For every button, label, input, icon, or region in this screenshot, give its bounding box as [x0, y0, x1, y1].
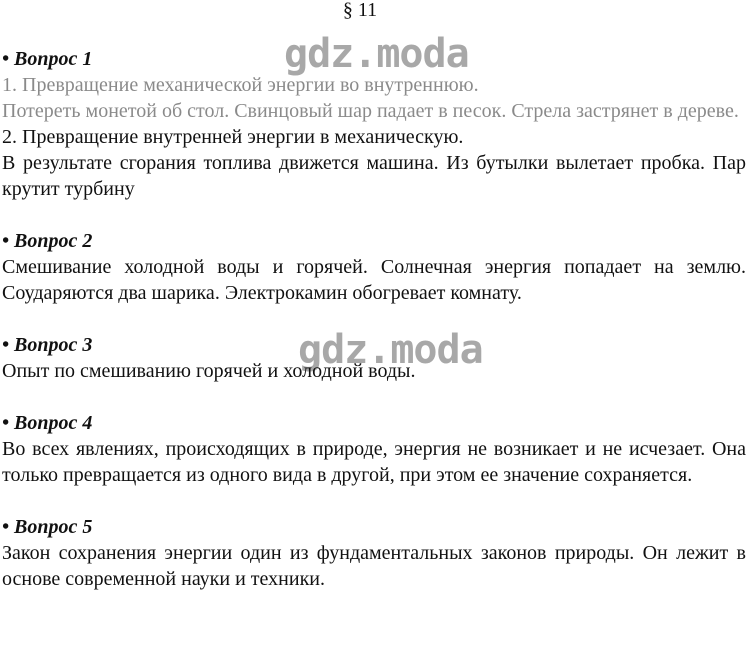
answers-content [2, 46, 746, 618]
answer-line: Смешивание холодной воды и горячей. Солнечная энергия попадает на землю. Соударяются два шарика. Электрокамин обогревает комнату. [2, 256, 746, 304]
watermark-logo: gdz.moda [298, 327, 483, 373]
question-2 [2, 228, 746, 306]
answer-line: Закон сохранения энергии один из фундаментальных законов природы. Он лежит в основе современной науки и техники. [2, 542, 746, 590]
question-heading: • Вопрос 1 [2, 48, 93, 70]
question-4 [2, 410, 746, 488]
question-heading: • Вопрос 3 [2, 334, 93, 356]
answer-line: 1. Превращение механической энергии во внутреннюю. [2, 74, 479, 96]
answer-line: 2. Превращение внутренней энергии в механическую. [2, 126, 464, 148]
question-1 [2, 46, 746, 202]
answer-line: В результате сгорания топлива движется машина. Из бутылки вылетает пробка. Пар крутит турбину [2, 152, 746, 200]
answer-line: Опыт по смешиванию горячей и холодной воды. [2, 360, 416, 382]
question-heading: • Вопрос 4 [2, 412, 93, 434]
question-3 [2, 327, 746, 384]
answer-line: Потереть монетой об стол. Свинцовый шар падает в песок. Стрела застрянет в дереве. [2, 100, 739, 122]
question-5 [2, 514, 746, 592]
answer-line: Во всех явлениях, происходящих в природе, энергия не возникает и не исчезает. Она только превращается из одного вида в другой, при этом ее значение сохраняется. [2, 438, 746, 486]
question-heading: • Вопрос 2 [2, 230, 93, 252]
section-number: § 11 [342, 0, 378, 21]
watermark-logo: gdz.moda [284, 31, 469, 77]
question-heading: • Вопрос 5 [2, 516, 93, 538]
